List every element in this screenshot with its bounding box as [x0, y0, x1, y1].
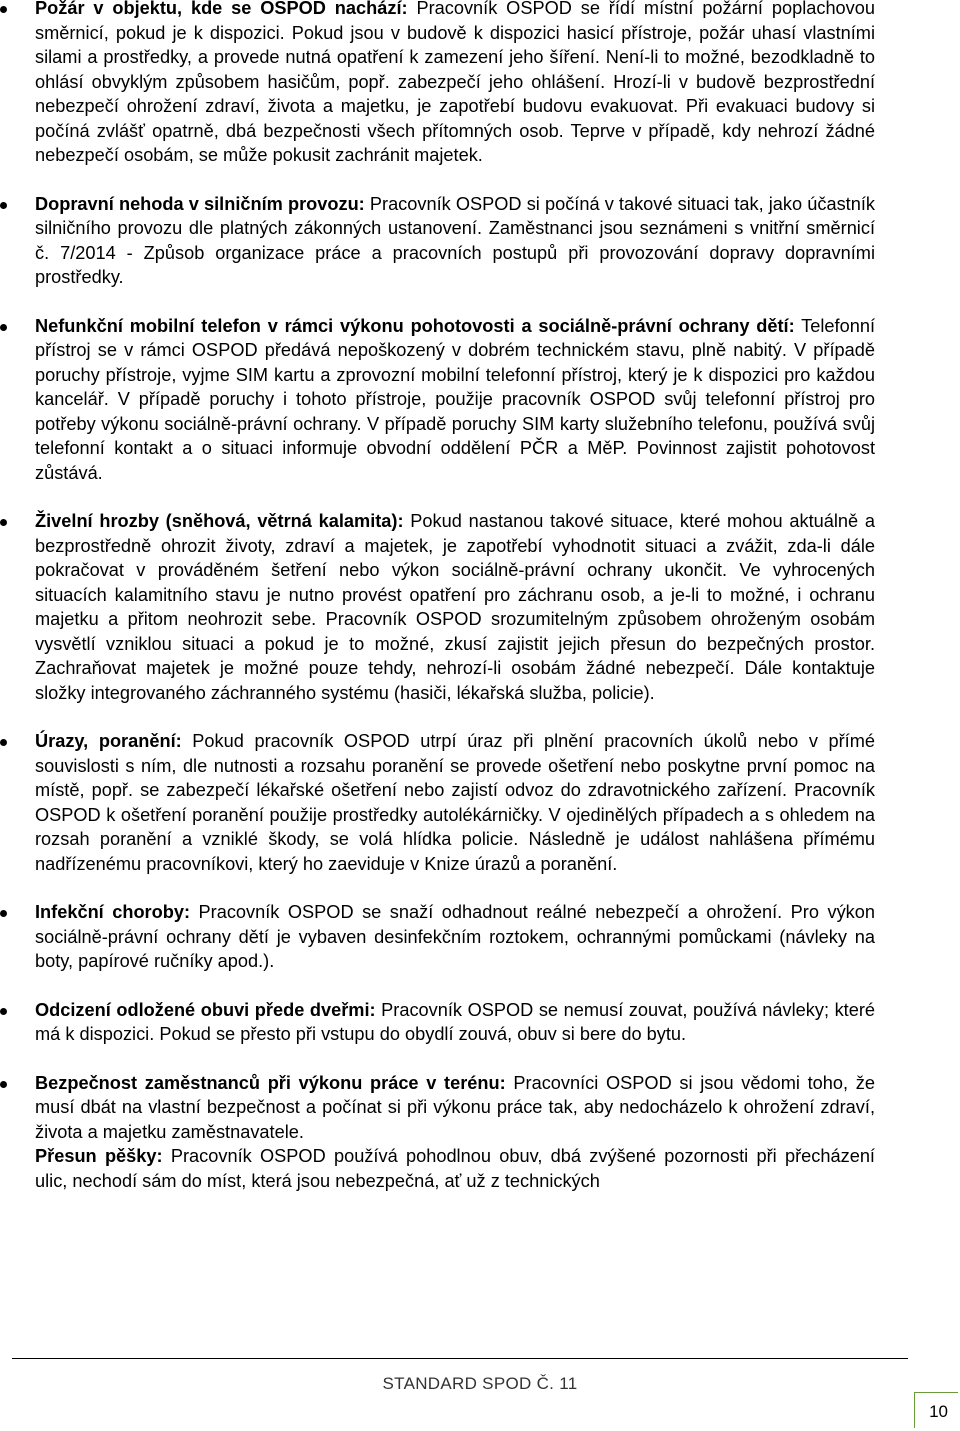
list-item: [0, 192, 875, 290]
item-text: Pokud pracovník OSPOD utrpí úraz při plnění pracovních úkolů nebo v přímé souvislosti s ním, dle nutnosti a rozsahu poranění se provede ošetření nebo poskytne první pomoc na místě, popř. se zabezpečí lékařské ošetření nebo zajistí odvoz do zdravotnického zařízení. Pracovník OSPOD k ošetření poranění použije prostředky autolékárničky. V ojedinělých případech a s ohledem na rozsah poranění a vzniklé škody, se volá hlídka policie. Následně je událost nahlášena přímému nadřízenému pracovníkovi, který ho zaeviduje v Knize úrazů a poranění.: [35, 731, 875, 874]
page-number: 10: [929, 1402, 948, 1421]
item-title: Živelní hrozby (sněhová, větrná kalamita):: [35, 511, 404, 531]
bullet-icon: [0, 6, 7, 13]
page-number-box: [914, 1392, 958, 1428]
list-item: [0, 509, 875, 705]
item-title: Úrazy, poranění:: [35, 731, 182, 751]
bullet-icon: [0, 202, 7, 209]
item-text: Pracovník OSPOD se snaží odhadnout reálné nebezpečí a ohrožení. Pro výkon sociálně-právní ochrany dětí je vybaven desinfekčním roztokem, ochrannými pomůckami (návleky na boty, papírové ručníky apod.).: [35, 902, 875, 971]
footer-title: STANDARD SPOD Č. 11: [382, 1374, 578, 1393]
item-title: Infekční choroby:: [35, 902, 191, 922]
list-item: [0, 998, 875, 1047]
item-subtext: Pracovník OSPOD používá pohodlnou obuv, dbá zvýšené pozornosti při přecházení ulic, nechodí sám do míst, která jsou nebezpečná, ať už z technických: [35, 1146, 875, 1191]
item-title: Dopravní nehoda v silničním provozu:: [35, 193, 365, 214]
list-item: [0, 900, 875, 974]
footer-divider: [12, 1358, 908, 1359]
item-title: Požár v objektu, kde se OSPOD nachází:: [35, 0, 408, 18]
item-title: Bezpečnost zaměstnanců při výkonu práce v terénu:: [35, 1072, 506, 1093]
list-item: [0, 1071, 875, 1194]
item-title: Odcizení odložené obuvi přede dveřmi:: [35, 999, 376, 1020]
bullet-icon: [0, 739, 7, 746]
item-text: Pracovníci OSPOD si jsou vědomi toho, že musí dbát na vlastní bezpečnost a počínat si při výkonu práce tak, aby nedocházelo k ohrožení zdraví, života a majetku zaměstnavatele.: [35, 1072, 875, 1142]
list-item: [0, 314, 875, 486]
item-title: Nefunkční mobilní telefon v rámci výkonu pohotovosti a sociálně-právní ochrany dětí:: [35, 315, 795, 336]
item-text: Telefonní přístroj se v rámci OSPOD předává nepoškozený v dobrém technickém stavu, plně nabitý. V případě poruchy přístroje, vyjme SIM kartu a zprovozní mobilní telefonní přístroj, který je k dispozici pro každou kancelář. V případě poruchy i tohoto přístroje, použije pracovník OSPOD svůj telefonní přístroj pro potřeby výkonu sociálně-právní ochrany. V případě poruchy SIM karty služebního telefonu, používá svůj telefonní kontakt a o situaci informuje obvodní oddělení PČR a MěP. Povinnost zajistit pohotovost zůstává.: [35, 315, 875, 483]
bullet-icon: [0, 910, 7, 917]
bullet-icon: [0, 519, 7, 526]
item-text: Pracovník OSPOD se řídí místní požární poplachovou směrnicí, pokud je k dispozici. Pokud jsou v budově k dispozici hasicí přístroje, požár uhasí vlastními silami a prostředky, a provede nutná opatření k zamezení jeho šíření. Není-li to možné, bezodkladně to ohlásí obvyklým způsobem hasičům, popř. zabezpečí jeho ohlášení. Hrozí-li v budově bezprostřední nebezpečí ohrožení zdraví, života a majetku, je zapotřebí budovu evakuovat. Při evakuaci budovy si počíná zvlášť opatrně, dbá bezpečnosti všech přítomných osob. Teprve v případě, kdy nehrozí žádné nebezpečí osobám, se může pokusit zachránit majetek.: [35, 0, 875, 165]
item-text: Pokud nastanou takové situace, které mohou aktuálně a bezprostředně ohrozit životy, zdraví a majetek, je zapotřebí vyhodnotit situaci a zvážit, zda-li dále pokračovat v prováděném šetření nebo výkon sociálně-právní ochrany ukončit. Ve vyhrocených situacích kalamitního stavu je nutno provést opatření pro záchranu osob, a je-li to možné, i ochranu majetku a přitom neohrozit sebe. Pracovník OSPOD srozumitelným způsobem ohroženým osobám vysvětlí vzniklou situaci a pokud je to možné, zkusí zajistit jejich přesun do bezpečných prostor. Zachraňovat majetek je možné pouze tehdy, nehrozí-li osobám žádné nebezpečí. Dále kontaktuje složky integrovaného záchranného systému (hasiči, lékařská služba, policie).: [35, 511, 875, 703]
list-item: [0, 0, 875, 168]
item-text: Pracovník OSPOD si počíná v takové situaci tak, jako účastník silničního provozu dle platných zákonných ustanovení. Zaměstnanci jsou seznámeni s vnitřní směrnicí č. 7/2014 - Způsob organizace práce a pracovních postupů při provozování dopravy dopravními prostředky.: [35, 193, 875, 287]
bullet-icon: [0, 1081, 7, 1088]
item-text: Pracovník OSPOD se nemusí zouvat, používá návleky; které má k dispozici. Pokud se přesto při vstupu do obydlí zouvá, obuv si bere do bytu.: [35, 999, 876, 1044]
item-subtitle: Přesun pěšky:: [35, 1146, 163, 1166]
bullet-icon: [0, 1008, 7, 1015]
list-item: [0, 729, 875, 876]
bullet-icon: [0, 324, 7, 331]
